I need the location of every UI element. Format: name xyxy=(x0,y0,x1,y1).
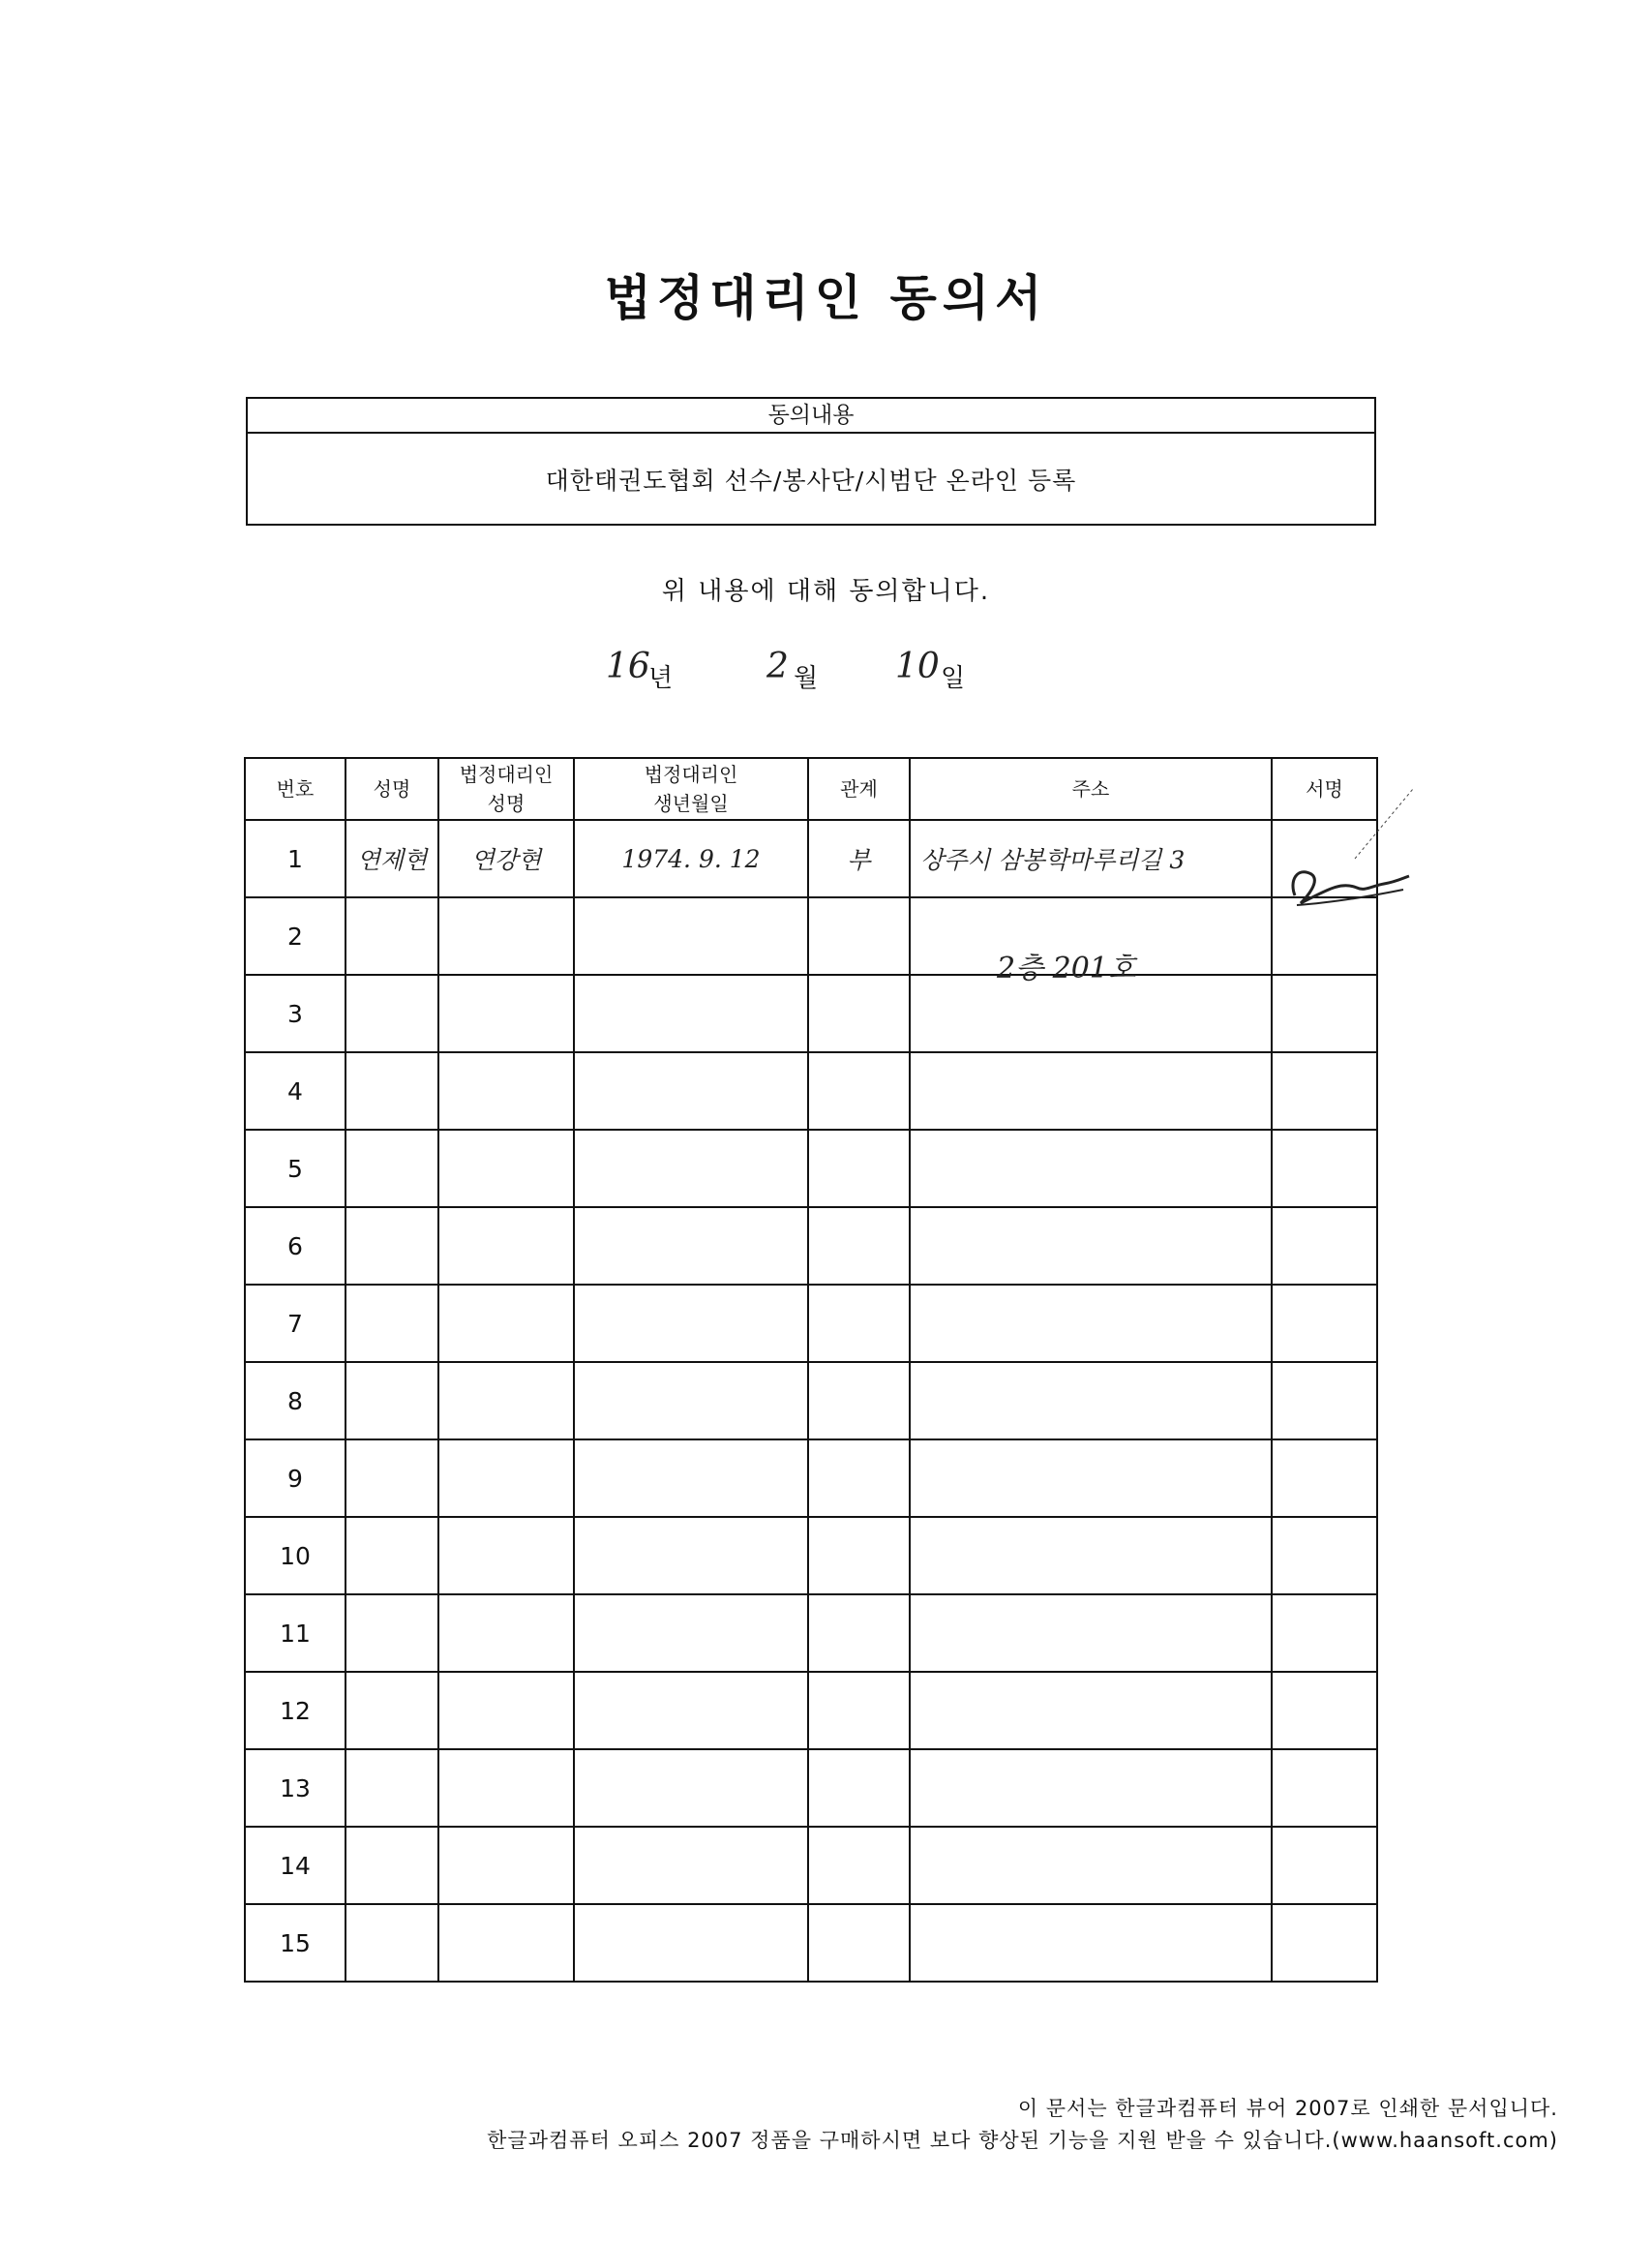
cell-address xyxy=(910,1362,1272,1439)
cell-name xyxy=(345,1285,438,1362)
agree-statement: 위 내용에 대해 동의합니다. xyxy=(661,577,991,606)
table-row xyxy=(245,1285,1377,1362)
table-row xyxy=(245,1594,1377,1672)
cell-relation xyxy=(808,1749,910,1827)
cell-guardian-birth xyxy=(574,1130,808,1207)
cell-guardian-name xyxy=(438,1439,574,1517)
cell-signature xyxy=(1272,1130,1377,1207)
cell-guardian-birth xyxy=(574,1439,808,1517)
cell-relation xyxy=(808,1285,910,1362)
cell-no: 15 xyxy=(245,1904,345,1982)
cell-name xyxy=(345,897,438,975)
cell-address: 상주시 삼봉학마루리길 3 xyxy=(910,820,1272,897)
cell-guardian-name xyxy=(438,1207,574,1285)
cell-guardian-name xyxy=(438,975,574,1052)
cell-signature xyxy=(1272,1517,1377,1594)
cell-guardian-birth xyxy=(574,1517,808,1594)
consent-box xyxy=(246,397,1376,526)
cell-address xyxy=(910,1439,1272,1517)
cell-signature xyxy=(1272,1285,1377,1362)
table-row xyxy=(245,1904,1377,1982)
cell-guardian-name xyxy=(438,1827,574,1904)
table-body xyxy=(245,820,1377,1982)
header-guardian-birth: 법정대리인 생년월일 xyxy=(574,758,808,820)
cell-name xyxy=(345,1439,438,1517)
cell-no: 11 xyxy=(245,1594,345,1672)
cell-name xyxy=(345,1207,438,1285)
cell-relation xyxy=(808,1439,910,1517)
cell-address xyxy=(910,1517,1272,1594)
table-row xyxy=(245,897,1377,975)
cell-guardian-name xyxy=(438,1594,574,1672)
cell-relation xyxy=(808,1904,910,1982)
table-row xyxy=(245,1749,1377,1827)
cell-guardian-birth: 1974. 9. 12 xyxy=(574,820,808,897)
cell-guardian-birth xyxy=(574,1904,808,1982)
cell-guardian-birth xyxy=(574,1749,808,1827)
cell-guardian-birth xyxy=(574,1285,808,1362)
cell-address xyxy=(910,1827,1272,1904)
header-guardian-name: 법정대리인 성명 xyxy=(438,758,574,820)
header-signature: 서명 xyxy=(1272,758,1377,820)
consent-header: 동의내용 xyxy=(248,399,1374,434)
cell-name: 연제현 xyxy=(345,820,438,897)
cell-no: 9 xyxy=(245,1439,345,1517)
cell-name xyxy=(345,1594,438,1672)
cell-name xyxy=(345,1827,438,1904)
cell-relation xyxy=(808,1362,910,1439)
date-year: 16 xyxy=(606,647,650,686)
cell-guardian-birth xyxy=(574,975,808,1052)
cell-address xyxy=(910,1672,1272,1749)
document-title: 법정대리인 동의서 xyxy=(604,270,1048,326)
cell-address xyxy=(910,975,1272,1052)
cell-guardian-name xyxy=(438,1904,574,1982)
cell-guardian-birth xyxy=(574,897,808,975)
header-no: 번호 xyxy=(245,758,345,820)
cell-name xyxy=(345,1052,438,1130)
cell-name xyxy=(345,1672,438,1749)
header-name: 성명 xyxy=(345,758,438,820)
cell-no: 10 xyxy=(245,1517,345,1594)
cell-no: 7 xyxy=(245,1285,345,1362)
cell-signature xyxy=(1272,1749,1377,1827)
cell-signature xyxy=(1272,975,1377,1052)
cell-guardian-name xyxy=(438,1517,574,1594)
cell-guardian-name xyxy=(438,1130,574,1207)
date-year-unit: 년 xyxy=(648,664,674,693)
cell-guardian-name xyxy=(438,1749,574,1827)
date-day-unit: 일 xyxy=(941,664,966,693)
table-row xyxy=(245,1672,1377,1749)
cell-no: 8 xyxy=(245,1362,345,1439)
header-relation: 관계 xyxy=(808,758,910,820)
header-address: 주소 xyxy=(910,758,1272,820)
table-row xyxy=(245,1517,1377,1594)
cell-guardian-name xyxy=(438,1362,574,1439)
cell-guardian-birth xyxy=(574,1207,808,1285)
cell-signature xyxy=(1272,1672,1377,1749)
table-row xyxy=(245,1827,1377,1904)
cell-signature xyxy=(1272,1052,1377,1130)
cell-guardian-birth xyxy=(574,1362,808,1439)
cell-relation xyxy=(808,1827,910,1904)
cell-address xyxy=(910,1130,1272,1207)
table-row xyxy=(245,1207,1377,1285)
cell-no: 6 xyxy=(245,1207,345,1285)
cell-relation xyxy=(808,1052,910,1130)
cell-name xyxy=(345,1904,438,1982)
table-row xyxy=(245,820,1377,897)
cell-signature xyxy=(1272,1594,1377,1672)
cell-no: 13 xyxy=(245,1749,345,1827)
date-month: 2 xyxy=(766,647,789,686)
cell-guardian-birth xyxy=(574,1672,808,1749)
cell-name xyxy=(345,1517,438,1594)
cell-no: 3 xyxy=(245,975,345,1052)
table-row xyxy=(245,1439,1377,1517)
table-row xyxy=(245,1052,1377,1130)
cell-address xyxy=(910,1285,1272,1362)
cell-name xyxy=(345,975,438,1052)
cell-relation xyxy=(808,1517,910,1594)
cell-guardian-name xyxy=(438,1672,574,1749)
date-day: 10 xyxy=(895,647,940,686)
date-line xyxy=(0,647,1652,695)
cell-address xyxy=(910,1749,1272,1827)
cell-no: 4 xyxy=(245,1052,345,1130)
footer-line1: 이 문서는 한글과컴퓨터 뷰어 2007로 인쇄한 문서입니다. xyxy=(1017,2097,1558,2120)
cell-name xyxy=(345,1362,438,1439)
cell-signature xyxy=(1272,1827,1377,1904)
cell-no: 12 xyxy=(245,1672,345,1749)
cell-signature xyxy=(1272,1904,1377,1982)
signature-mark xyxy=(1268,789,1413,944)
table-row xyxy=(245,1130,1377,1207)
cell-address xyxy=(910,1904,1272,1982)
cell-relation xyxy=(808,897,910,975)
footer-line2: 한글과컴퓨터 오피스 2007 정품을 구매하시면 보다 향상된 기능을 지원 받을 수 있습니다.(www.haansoft.com) xyxy=(487,2129,1558,2152)
cell-guardian-name: 연강현 xyxy=(438,820,574,897)
cell-name xyxy=(345,1749,438,1827)
date-month-unit: 월 xyxy=(794,664,819,693)
cell-relation xyxy=(808,1130,910,1207)
table-header-row xyxy=(245,758,1377,820)
table-row xyxy=(245,1362,1377,1439)
cell-address xyxy=(910,1594,1272,1672)
cell-signature xyxy=(1272,1362,1377,1439)
cell-guardian-birth xyxy=(574,1827,808,1904)
cell-relation xyxy=(808,1207,910,1285)
cell-name xyxy=(345,1130,438,1207)
cell-relation xyxy=(808,1672,910,1749)
cell-no: 2 xyxy=(245,897,345,975)
cell-guardian-birth xyxy=(574,1594,808,1672)
cell-guardian-birth xyxy=(574,1052,808,1130)
cell-guardian-name xyxy=(438,1285,574,1362)
cell-signature xyxy=(1272,1207,1377,1285)
cell-relation xyxy=(808,975,910,1052)
consent-content: 대한태권도협회 선수/봉사단/시범단 온라인 등록 xyxy=(545,467,1077,495)
cell-relation: 부 xyxy=(808,820,910,897)
cell-address xyxy=(910,1052,1272,1130)
cell-relation xyxy=(808,1594,910,1672)
guardian-table xyxy=(244,757,1378,1983)
cell-signature xyxy=(1272,1439,1377,1517)
cell-guardian-name xyxy=(438,897,574,975)
cell-guardian-name xyxy=(438,1052,574,1130)
cell-no: 1 xyxy=(245,820,345,897)
cell-no: 5 xyxy=(245,1130,345,1207)
cell-no: 14 xyxy=(245,1827,345,1904)
table-row xyxy=(245,975,1377,1052)
address-line2: 2층 201호 xyxy=(997,952,1136,985)
cell-address xyxy=(910,1207,1272,1285)
